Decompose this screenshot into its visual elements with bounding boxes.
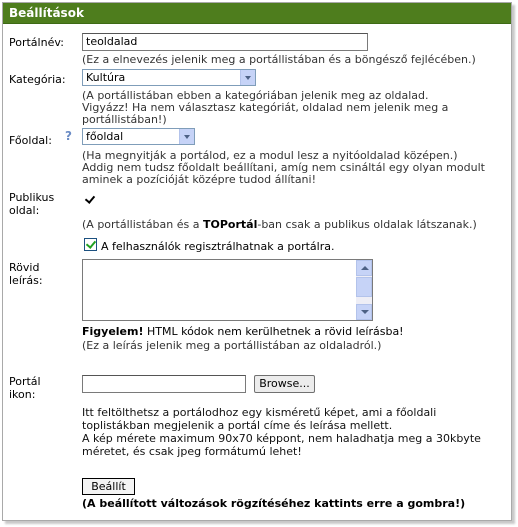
- main-page-select[interactable]: [82, 128, 195, 145]
- category-select[interactable]: [82, 69, 256, 86]
- submit-button[interactable]: Beállít: [82, 478, 135, 495]
- main-page-label: Főoldal:: [9, 134, 52, 147]
- public-page-checkbox[interactable]: [84, 194, 97, 207]
- portal-name-help: (Ez a elnevezés jelenik meg a portállistában és a böngésző fejlécében.): [82, 53, 476, 66]
- short-desc-label-line-2: leírás:: [9, 274, 43, 287]
- category-selected-value: Kultúra: [86, 71, 126, 84]
- short-desc-warning: [82, 325, 404, 338]
- portal-icon-help-line-4: méretet, és csak jpeg formátumú lehet!: [82, 445, 302, 458]
- portal-icon-help-line-1: Itt feltölthetsz a portálodhoz egy kisméretű képet, ami a főoldali: [82, 406, 437, 419]
- public-page-label-line-2: oldal:: [9, 204, 40, 217]
- help-question-icon[interactable]: ?: [65, 129, 72, 143]
- panel-title: Beállítások: [3, 3, 511, 24]
- short-desc-label-line-1: Rövid: [9, 261, 40, 274]
- public-page-help: [82, 218, 477, 231]
- portal-icon-help-line-2: toplistákban megjelenik a portál címe és leírása mellett.: [82, 419, 393, 432]
- public-page-help-pre: (A portállistában és a: [82, 218, 203, 231]
- scroll-up-icon[interactable]: [356, 260, 372, 276]
- scroll-thumb[interactable]: [356, 277, 372, 297]
- registration-checkbox[interactable]: [84, 238, 97, 251]
- browse-button[interactable]: Browse...: [254, 375, 315, 393]
- category-label: Kategória:: [9, 73, 66, 86]
- submit-note: (A beállított változások rögzítéséhez kattints erre a gombra!): [82, 497, 466, 510]
- portal-icon-file-input[interactable]: [82, 375, 246, 393]
- portal-name-label: Portálnév:: [9, 36, 64, 49]
- chevron-down-icon[interactable]: [240, 70, 255, 85]
- short-desc-scrollbar[interactable]: [356, 260, 372, 320]
- main-page-selected-value: főoldal: [86, 130, 124, 143]
- chevron-down-icon[interactable]: [179, 129, 194, 144]
- portal-name-input[interactable]: teoldalad: [82, 33, 368, 51]
- category-help-line-1: (A portállistában ebben a kategóriában jelenik meg az oldalad.: [82, 89, 429, 102]
- public-page-help-post: -ban csak a publikus oldalak látszanak.): [257, 218, 477, 231]
- public-page-help-brand-portal: Portál: [219, 218, 258, 231]
- public-page-label-line-1: Publikus: [9, 191, 55, 204]
- main-page-help-line-3: aminek a pozícióját középre tudod állítani!: [82, 173, 316, 186]
- main-page-help-line-2: Addig nem tudsz főoldalt beállítani, amíg nem csináltál egy olyan modult: [82, 161, 485, 174]
- scroll-down-icon[interactable]: [356, 304, 372, 320]
- category-help-line-2: Vigyázz! Ha nem választasz kategóriát, oldalad nem jelenik meg a: [82, 101, 449, 114]
- portal-icon-label-line-1: Portál: [9, 375, 41, 388]
- short-desc-warning-text: HTML kódok nem kerülhetnek a rövid leírásba!: [143, 325, 404, 338]
- main-page-help-line-1: (Ha megnyitják a portálod, ez a modul lesz a nyitóoldalad középen.): [82, 149, 458, 162]
- registration-label: A felhasználók regisztrálhatnak a portálra.: [101, 240, 335, 253]
- portal-icon-label-line-2: ikon:: [9, 388, 36, 401]
- category-help-line-3: portállistában!): [82, 113, 167, 126]
- public-page-help-brand-to: TO: [202, 218, 220, 231]
- portal-icon-help-line-3: A kép mérete maximum 90x70 képpont, nem haladhatja meg a 30kbyte: [82, 432, 481, 445]
- short-desc-help: (Ez a leírás jelenik meg a portállistában az oldaladról.): [82, 339, 382, 352]
- short-desc-warning-bold: Figyelem!: [82, 325, 144, 338]
- short-desc-textarea[interactable]: [82, 259, 373, 321]
